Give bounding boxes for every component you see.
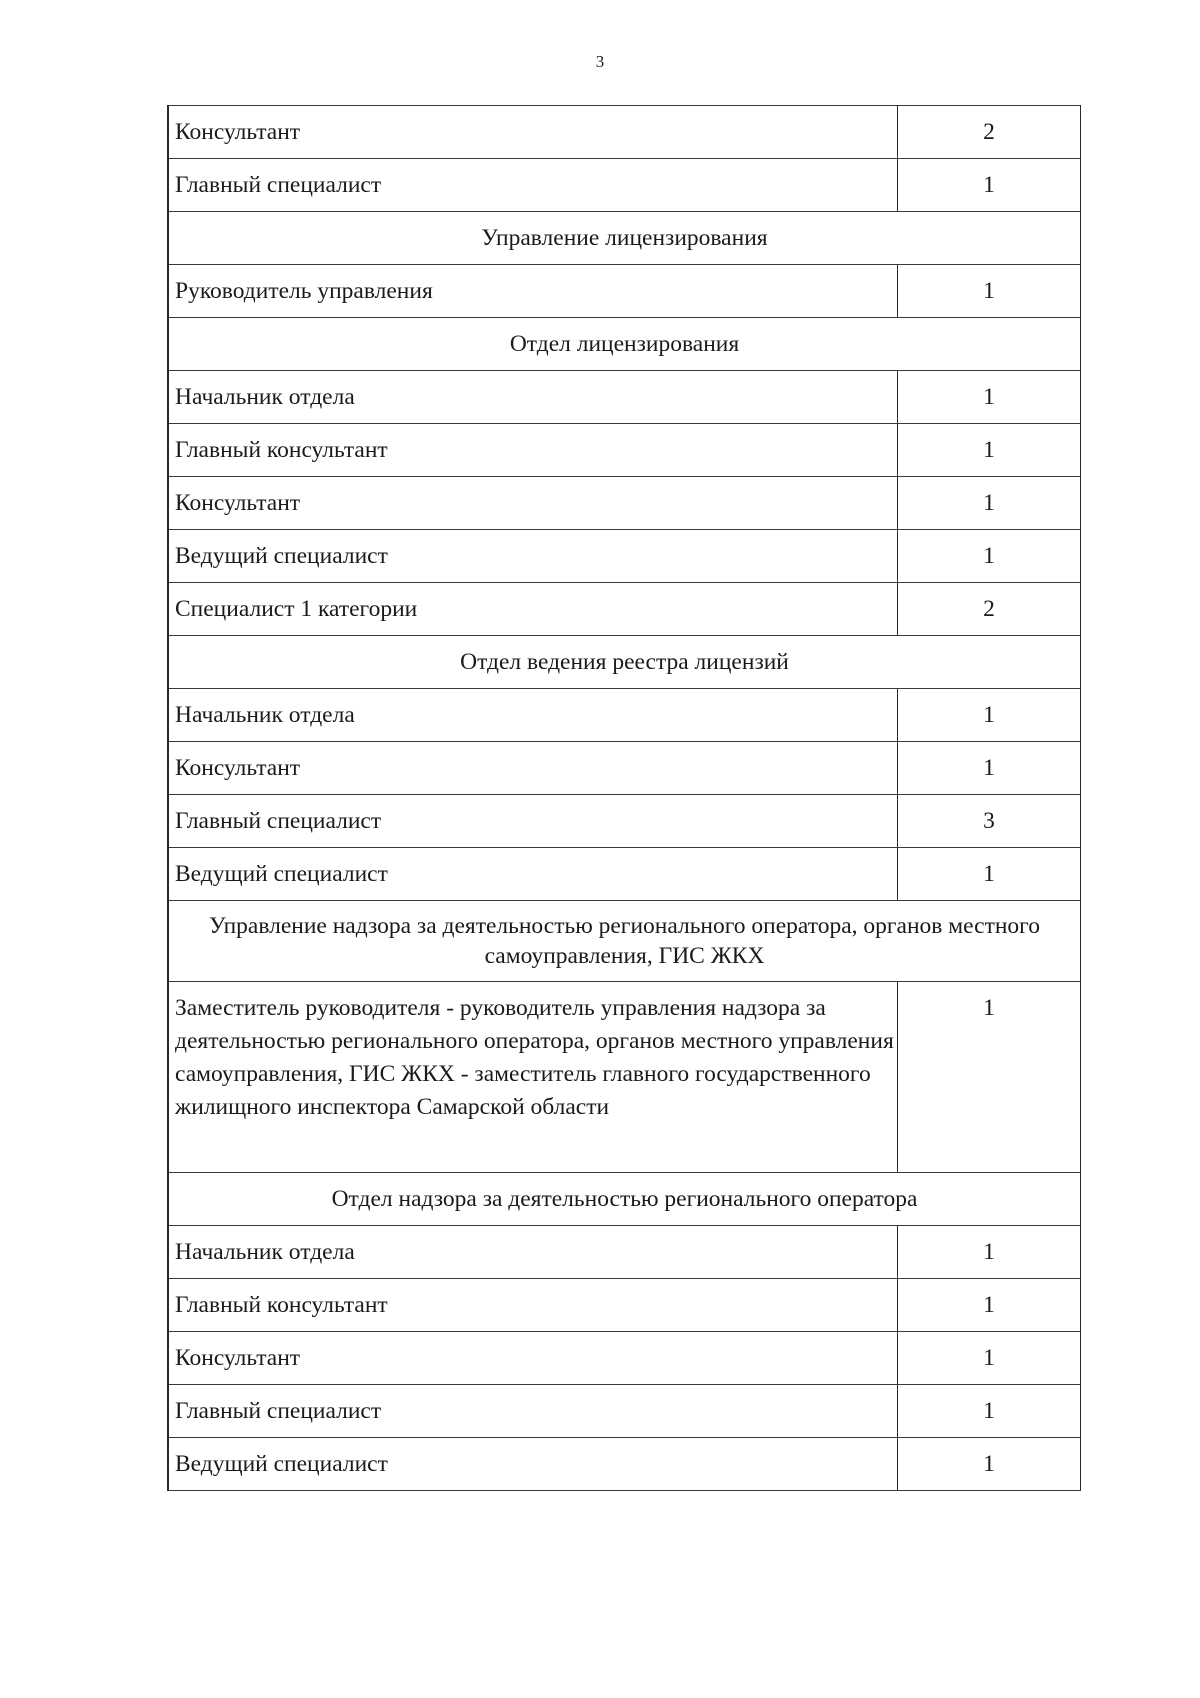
position-title: Ведущий специалист (168, 848, 898, 901)
section-title: Управление надзора за деятельностью регионального оператора, органов местного самоуправления, ГИС ЖКХ (168, 901, 1081, 982)
position-title: Главный специалист (168, 159, 898, 212)
position-title: Ведущий специалист (168, 530, 898, 583)
position-title: Консультант (168, 1332, 898, 1385)
table-row (168, 1385, 1081, 1438)
position-title: Консультант (168, 477, 898, 530)
table-row (168, 371, 1081, 424)
position-title: Консультант (168, 106, 898, 159)
table-row (168, 848, 1081, 901)
position-title: Главный специалист (168, 795, 898, 848)
position-count: 1 (898, 530, 1081, 583)
position-count: 1 (898, 689, 1081, 742)
section-header-row (168, 212, 1081, 265)
position-count: 1 (898, 1332, 1081, 1385)
table-row (168, 689, 1081, 742)
position-count: 3 (898, 795, 1081, 848)
table-row (168, 424, 1081, 477)
table-row (168, 1279, 1081, 1332)
section-title: Управление лицензирования (168, 212, 1081, 265)
table-row (168, 159, 1081, 212)
section-header-row (168, 1173, 1081, 1226)
position-count: 1 (898, 1385, 1081, 1438)
position-count: 1 (898, 1438, 1081, 1491)
position-title: Начальник отдела (168, 1226, 898, 1279)
table-row (168, 1438, 1081, 1491)
position-title: Ведущий специалист (168, 1438, 898, 1491)
position-title: Заместитель руководителя - руководитель управления надзора за деятельностью регионального оператора, органов местного управления самоуправления, ГИС ЖКХ - заместитель главного государственного жилищного инспектора Самарской области (168, 982, 898, 1173)
table-row (168, 583, 1081, 636)
position-count: 1 (898, 982, 1081, 1173)
position-title: Специалист 1 категории (168, 583, 898, 636)
table-row (168, 742, 1081, 795)
position-title: Начальник отдела (168, 371, 898, 424)
position-count: 1 (898, 424, 1081, 477)
position-count: 1 (898, 159, 1081, 212)
table-row (168, 265, 1081, 318)
position-title: Главный консультант (168, 424, 898, 477)
table-row (168, 106, 1081, 159)
position-title: Консультант (168, 742, 898, 795)
position-count: 1 (898, 1279, 1081, 1332)
position-count: 2 (898, 106, 1081, 159)
section-header-row (168, 318, 1081, 371)
position-count: 1 (898, 477, 1081, 530)
position-title: Начальник отдела (168, 689, 898, 742)
position-title: Главный консультант (168, 1279, 898, 1332)
table-row (168, 477, 1081, 530)
position-title: Главный специалист (168, 1385, 898, 1438)
table-row (168, 1332, 1081, 1385)
position-count: 1 (898, 742, 1081, 795)
position-count: 1 (898, 265, 1081, 318)
staffing-table (167, 105, 1081, 1491)
position-count: 2 (898, 583, 1081, 636)
position-count: 1 (898, 848, 1081, 901)
table-row (168, 982, 1081, 1173)
table-row (168, 530, 1081, 583)
table-row (168, 795, 1081, 848)
section-title: Отдел лицензирования (168, 318, 1081, 371)
position-title: Руководитель управления (168, 265, 898, 318)
page-number: 3 (595, 52, 605, 71)
section-header-row (168, 636, 1081, 689)
section-header-row (168, 901, 1081, 982)
section-title: Отдел ведения реестра лицензий (168, 636, 1081, 689)
table-row (168, 1226, 1081, 1279)
position-count: 1 (898, 1226, 1081, 1279)
position-count: 1 (898, 371, 1081, 424)
section-title: Отдел надзора за деятельностью регионального оператора (168, 1173, 1081, 1226)
